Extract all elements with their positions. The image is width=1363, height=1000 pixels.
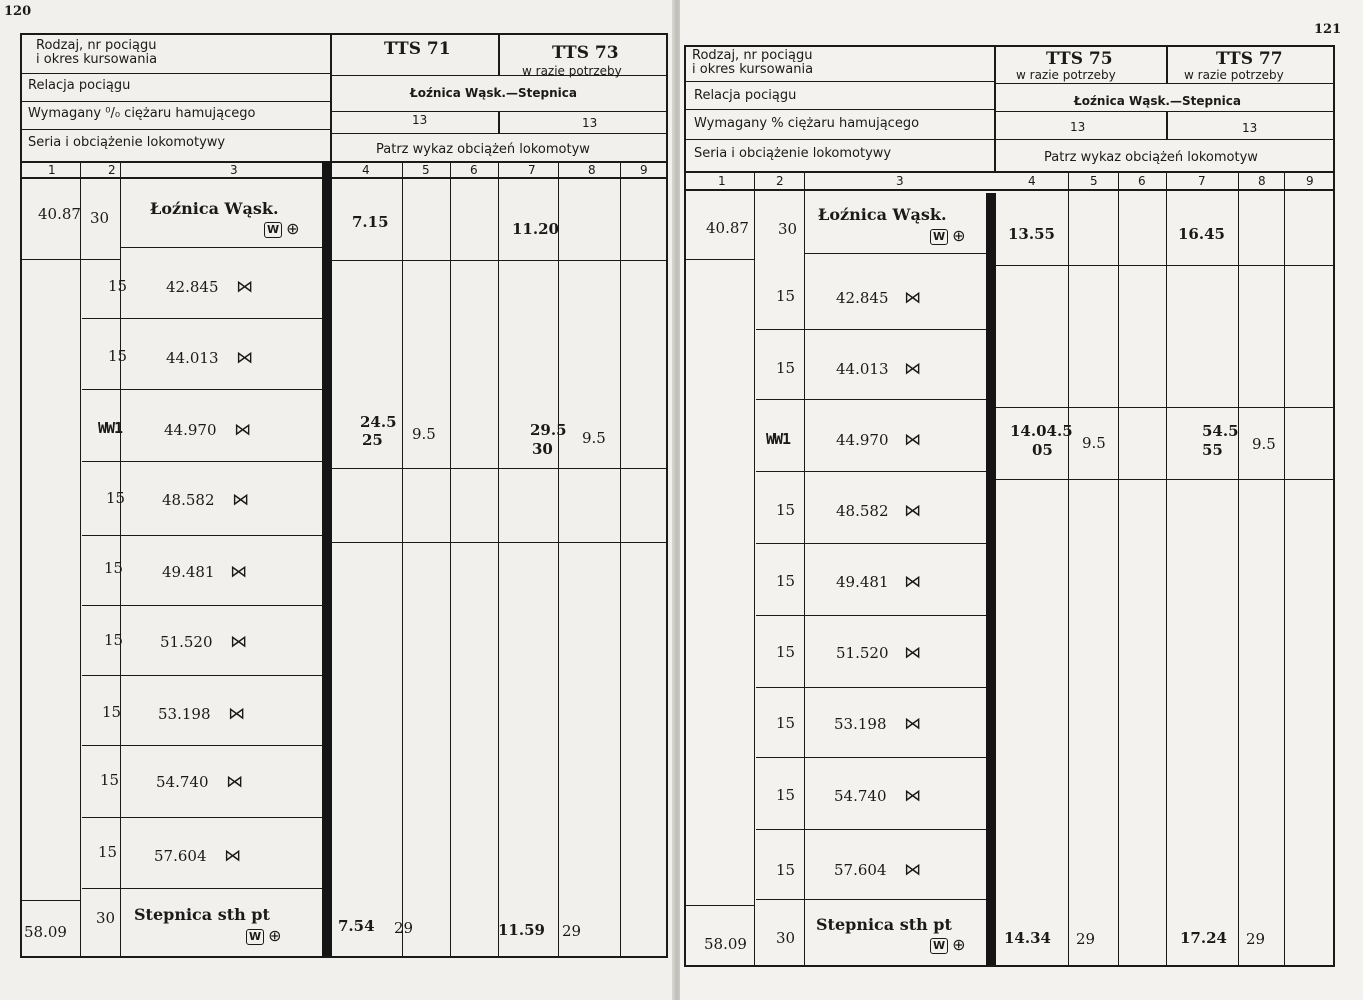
col-number: 3 xyxy=(230,163,238,177)
stop-duration: 9.5 xyxy=(412,425,436,443)
loco-value: Patrz wykaz obciążeń lokomotyw xyxy=(1044,150,1258,165)
speed-value: 15 xyxy=(104,631,124,649)
speed-value: 15 xyxy=(776,714,796,732)
crossing-icon: ⋈ xyxy=(904,359,918,379)
stop-km: 54.740 xyxy=(834,787,887,805)
loco-value: Patrz wykaz obciążeń lokomotyw xyxy=(376,142,590,157)
stop-km: 42.845 xyxy=(166,278,219,296)
train-type-label xyxy=(36,39,157,66)
arrival-time: 54.5 xyxy=(1202,422,1239,440)
arrival-time: 29.5 xyxy=(530,421,567,439)
col-number: 8 xyxy=(588,163,596,177)
train-a-number: TTS 75 xyxy=(1046,49,1113,69)
w-badge-icon: W xyxy=(264,222,282,238)
speed-value: 15 xyxy=(98,843,118,861)
station-name: Łoźnica Wąsk. xyxy=(818,205,947,224)
stop-km: 44.970 xyxy=(164,421,217,439)
train-type-label xyxy=(692,49,813,76)
speed-value: 15 xyxy=(102,703,122,721)
col-number: 9 xyxy=(1306,174,1314,188)
speed-value: 15 xyxy=(776,861,796,879)
station-icons xyxy=(246,928,282,945)
w-badge-icon: W xyxy=(930,938,948,954)
departure-time: 16.45 xyxy=(1178,225,1225,243)
speed-value: 15 xyxy=(100,771,120,789)
station-icons xyxy=(264,221,300,238)
page-number: 121 xyxy=(1314,22,1342,37)
relation-value: Łoźnica Wąsk.—Stepnica xyxy=(410,86,577,100)
stop-km: 42.845 xyxy=(836,289,889,307)
crossing-icon: ⋈ xyxy=(232,490,246,510)
stop-km: 51.520 xyxy=(160,633,213,651)
crossing-icon: ⋈ xyxy=(236,277,250,297)
col-number: 1 xyxy=(718,174,726,188)
stop-km: 53.198 xyxy=(158,705,211,723)
timetable xyxy=(20,33,668,958)
stop-km: 44.970 xyxy=(836,431,889,449)
speed-value: 15 xyxy=(104,559,124,577)
col-number: 2 xyxy=(108,163,116,177)
stop-duration: 29 xyxy=(1246,930,1266,948)
stop-duration: 29 xyxy=(562,922,582,940)
speed-value: 15 xyxy=(108,277,128,295)
speed-value: 15 xyxy=(776,643,796,661)
circle-plus-icon: ⊕ xyxy=(286,219,300,238)
station-name: Stepnica sth pt xyxy=(134,905,270,924)
train-b-number: TTS 73 xyxy=(552,43,619,63)
stop-km: 51.520 xyxy=(836,644,889,662)
col-number: 1 xyxy=(48,163,56,177)
speed-value: 30 xyxy=(778,220,798,238)
train-type-label-text: Rodzaj, nr pociągu i okres kursowania xyxy=(36,38,158,67)
stop-duration: 9.5 xyxy=(1252,435,1276,453)
station-icons xyxy=(930,937,966,954)
loco-label: Seria i obciążenie lokomotywy xyxy=(694,146,892,161)
crossing-icon: ⋈ xyxy=(904,572,918,592)
crossing-icon: ⋈ xyxy=(904,860,918,880)
col-number: 6 xyxy=(470,163,478,177)
w-badge-icon: W xyxy=(246,929,264,945)
col-number: 9 xyxy=(640,163,648,177)
departure-time: 05 xyxy=(1032,441,1053,459)
circle-plus-icon: ⊕ xyxy=(952,226,966,245)
crossing-icon: ⋈ xyxy=(904,501,918,521)
arrival-time: 24.5 xyxy=(360,413,397,431)
left-page xyxy=(0,0,676,1000)
relation-label: Relacja pociągu xyxy=(28,78,131,93)
speed-value: WW1 xyxy=(98,419,123,437)
crossing-icon: ⋈ xyxy=(234,420,248,440)
stop-km: 48.582 xyxy=(162,491,215,509)
col-number: 4 xyxy=(362,163,370,177)
crossing-icon: ⋈ xyxy=(904,643,918,663)
stop-km: 48.582 xyxy=(836,502,889,520)
stop-km: 44.013 xyxy=(836,360,889,378)
arrival-time: 11.59 xyxy=(498,921,545,939)
col-number: 7 xyxy=(528,163,536,177)
circle-plus-icon: ⊕ xyxy=(268,926,282,945)
speed-value: 15 xyxy=(108,347,128,365)
stop-duration: 29 xyxy=(394,919,414,937)
speed-value: 15 xyxy=(776,572,796,590)
col-number: 5 xyxy=(422,163,430,177)
brake-label: Wymagany ⁰/₀ ciężaru hamującego xyxy=(28,106,256,121)
speed-value: 15 xyxy=(776,287,796,305)
station-name: Stepnica sth pt xyxy=(816,915,952,934)
station-icons xyxy=(930,228,966,245)
brake-label: Wymagany % ciężaru hamującego xyxy=(694,116,920,131)
stop-km: 49.481 xyxy=(836,573,889,591)
col-number: 4 xyxy=(1028,174,1036,188)
col-number: 3 xyxy=(896,174,904,188)
departure-time: 7.15 xyxy=(352,213,389,231)
stop-km: 44.013 xyxy=(166,349,219,367)
stop-km: 49.481 xyxy=(162,563,215,581)
w-badge-icon: W xyxy=(930,229,948,245)
crossing-icon: ⋈ xyxy=(236,348,250,368)
stop-duration: 9.5 xyxy=(582,429,606,447)
brake-a-value: 13 xyxy=(1070,120,1086,134)
crossing-icon: ⋈ xyxy=(904,288,918,308)
stop-km: 54.740 xyxy=(156,773,209,791)
loco-label: Seria i obciążenie lokomotywy xyxy=(28,135,226,150)
train-b-note: w razie potrzeby xyxy=(522,64,622,78)
speed-value: 15 xyxy=(106,489,126,507)
departure-time: 55 xyxy=(1202,441,1223,459)
departure-time: 25 xyxy=(362,431,383,449)
brake-b-value: 13 xyxy=(582,116,598,130)
departure-time: 30 xyxy=(532,440,553,458)
col-number: 8 xyxy=(1258,174,1266,188)
departure-time: 11.20 xyxy=(512,220,559,238)
train-b-note: w razie potrzeby xyxy=(1184,68,1284,82)
arrival-time: 14.34 xyxy=(1004,929,1051,947)
departure-time: 13.55 xyxy=(1008,225,1055,243)
speed-value: 30 xyxy=(776,929,796,947)
speed-value: 15 xyxy=(776,501,796,519)
col-number: 5 xyxy=(1090,174,1098,188)
km-value: 58.09 xyxy=(24,923,67,941)
col-number: 7 xyxy=(1198,174,1206,188)
train-a-number: TTS 71 xyxy=(384,39,451,59)
crossing-icon: ⋈ xyxy=(228,704,242,724)
station-name: Łoźnica Wąsk. xyxy=(150,199,279,218)
arrival-time: 17.24 xyxy=(1180,929,1227,947)
arrival-time: 7.54 xyxy=(338,917,375,935)
train-type-label-text: Rodzaj, nr pociągu i okres kursowania xyxy=(692,48,814,77)
stop-km: 57.604 xyxy=(154,847,207,865)
page-number: 120 xyxy=(4,4,32,19)
crossing-icon: ⋈ xyxy=(226,772,240,792)
stop-km: 57.604 xyxy=(834,861,887,879)
stop-duration: 29 xyxy=(1076,930,1096,948)
speed-value: 15 xyxy=(776,786,796,804)
crossing-icon: ⋈ xyxy=(904,430,918,450)
speed-value: 30 xyxy=(90,209,110,227)
crossing-icon: ⋈ xyxy=(224,846,238,866)
col-number: 6 xyxy=(1138,174,1146,188)
crossing-icon: ⋈ xyxy=(904,714,918,734)
stop-duration: 9.5 xyxy=(1082,434,1106,452)
circle-plus-icon: ⊕ xyxy=(952,935,966,954)
brake-b-value: 13 xyxy=(1242,121,1258,135)
relation-label: Relacja pociągu xyxy=(694,88,797,103)
km-value: 58.09 xyxy=(704,935,747,953)
train-b-number: TTS 77 xyxy=(1216,49,1283,69)
arrival-time: 14.04.5 xyxy=(1010,422,1073,440)
col-number: 2 xyxy=(776,174,784,188)
km-value: 40.87 xyxy=(38,205,81,223)
speed-value: WW1 xyxy=(766,430,791,448)
brake-a-value: 13 xyxy=(412,113,428,127)
stop-km: 53.198 xyxy=(834,715,887,733)
crossing-icon: ⋈ xyxy=(904,786,918,806)
km-value: 40.87 xyxy=(706,219,749,237)
timetable xyxy=(684,45,1335,967)
right-page xyxy=(680,0,1363,1000)
crossing-icon: ⋈ xyxy=(230,632,244,652)
train-a-note: w razie potrzeby xyxy=(1016,68,1116,82)
relation-value: Łoźnica Wąsk.—Stepnica xyxy=(1074,94,1241,108)
speed-value: 15 xyxy=(776,359,796,377)
crossing-icon: ⋈ xyxy=(230,562,244,582)
speed-value: 30 xyxy=(96,909,116,927)
